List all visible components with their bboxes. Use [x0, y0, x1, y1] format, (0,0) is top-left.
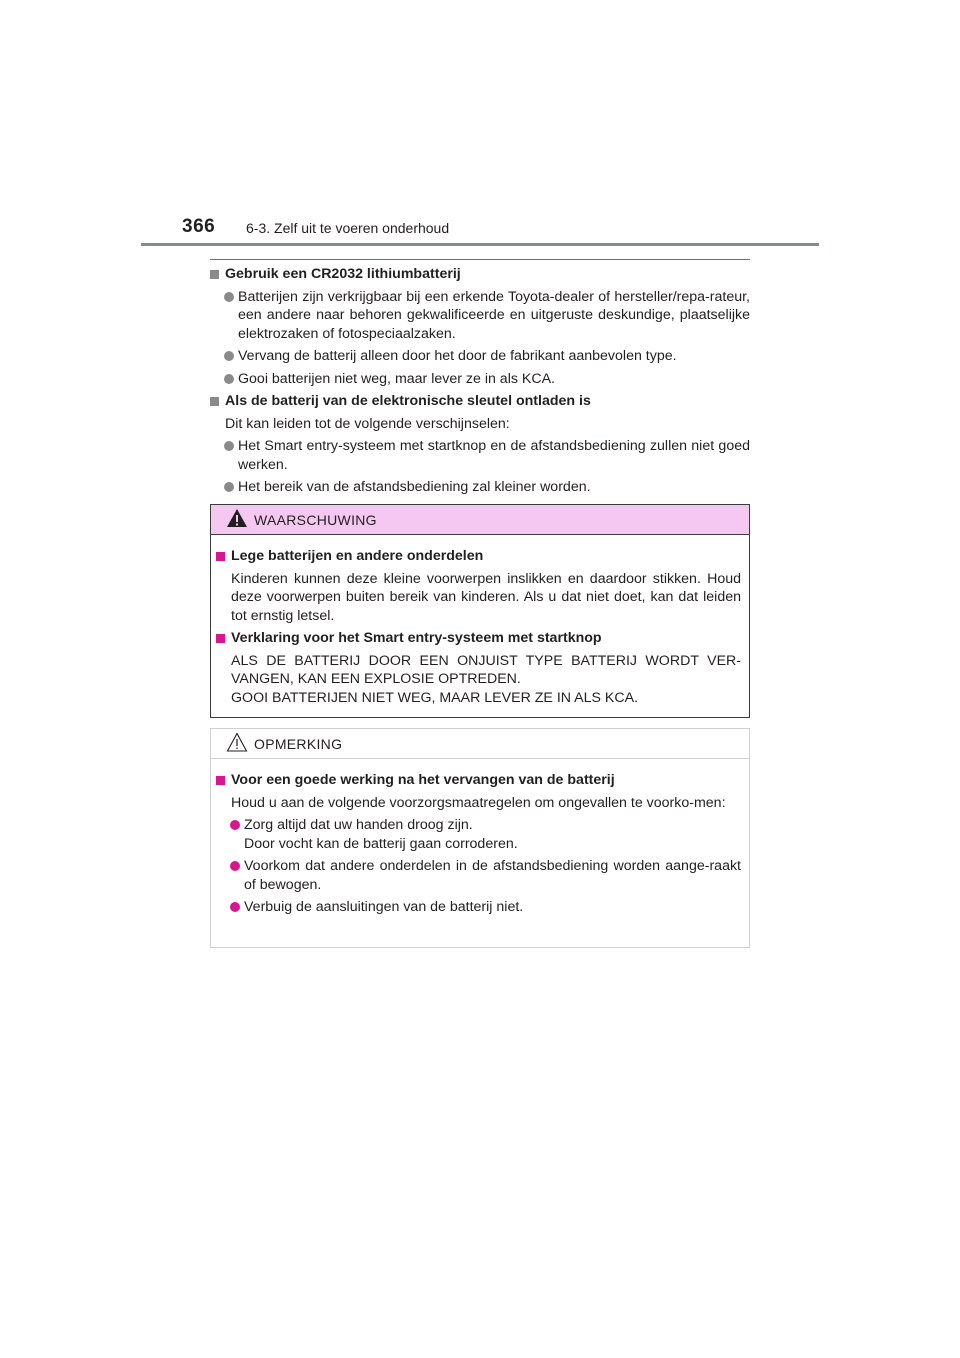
square-bullet-icon [210, 397, 219, 406]
warning-item-text: ALS DE BATTERIJ DOOR EEN ONJUIST TYPE BATTERIJ WORDT VER-VANGEN, KAN EEN EXPLOSIE OPTREDEN. GOOI BATTERIJEN NIET WEG, MAAR LEVER ZE IN ALS KCA. [231, 652, 741, 706]
list-item: Het Smart entry-systeem met startknop en de afstandsbediening zullen niet goed werken. [210, 437, 750, 474]
section-intro: Dit kan leiden tot de volgende verschijnselen: [225, 415, 510, 432]
list-item: Gooi batterijen niet weg, maar lever ze in als KCA. [210, 370, 750, 389]
note-body [211, 759, 749, 917]
list-item: Het bereik van de afstandsbediening zal kleiner worden. [210, 478, 750, 497]
bullet-icon [230, 820, 240, 830]
bullet-icon [224, 482, 234, 492]
warning-item-heading: Verklaring voor het Smart entry-systeem met startknop [216, 629, 741, 648]
note-header [211, 729, 749, 759]
warning-triangle-icon [226, 508, 248, 528]
note-heading: Voor een goede werking na het vervangen van de batterij [216, 771, 741, 790]
warning-box [210, 504, 750, 718]
warning-item-text: Kinderen kunnen deze kleine voorwerpen inslikken en daardoor stikken. Houd deze voorwerpen buiten bereik van kinderen. Als u dat niet doet, kan dat leiden tot ernstig letsel. [231, 570, 741, 624]
warning-item-heading: Lege batterijen en andere onderdelen [216, 547, 741, 566]
bullet-icon [224, 292, 234, 302]
bullet-icon [224, 374, 234, 384]
section-heading: Gebruik een CR2032 lithiumbatterij [210, 265, 750, 284]
square-bullet-icon [216, 634, 225, 643]
bullet-icon [224, 441, 234, 451]
list-item: Batterijen zijn verkrijgbaar bij een erkende Toyota-dealer of hersteller/repa-rateur, een andere naar behoren gekwalificeerde en uitgeruste deskundige, plaatselijke elektrozaken of fotospeciaalzaken. [210, 288, 750, 344]
bullet-icon [224, 351, 234, 361]
section-title: 6-3. Zelf uit te voeren onderhoud [246, 220, 450, 236]
warning-title: WAARSCHUWING [254, 512, 377, 528]
list-item: Verbuig de aansluitingen van de batterij niet. [216, 898, 741, 917]
warning-header [211, 505, 749, 535]
list-item: Voorkom dat andere onderdelen in de afstandsbediening worden aange-raakt of bewogen. [216, 857, 741, 894]
list-item: Vervang de batterij alleen door het door de fabrikant aanbevolen type. [210, 347, 750, 366]
bullet-icon [230, 902, 240, 912]
note-title: OPMERKING [254, 736, 343, 752]
square-bullet-icon [216, 776, 225, 785]
square-bullet-icon [216, 552, 225, 561]
note-box [210, 728, 750, 948]
content-divider [210, 259, 750, 260]
section-heading: Als de batterij van de elektronische sleutel ontladen is [210, 392, 750, 411]
note-intro: Houd u aan de volgende voorzorgsmaatregelen om ongevallen te voorko-men: [231, 794, 726, 811]
square-bullet-icon [210, 270, 219, 279]
list-item: Zorg altijd dat uw handen droog zijn. Door vocht kan de batterij gaan corroderen. [216, 816, 741, 853]
warning-body [211, 535, 749, 707]
header-divider [141, 243, 819, 246]
bullet-icon [230, 861, 240, 871]
page-number: 366 [182, 216, 216, 237]
main-content [210, 265, 750, 501]
caution-outline-icon [226, 732, 248, 752]
